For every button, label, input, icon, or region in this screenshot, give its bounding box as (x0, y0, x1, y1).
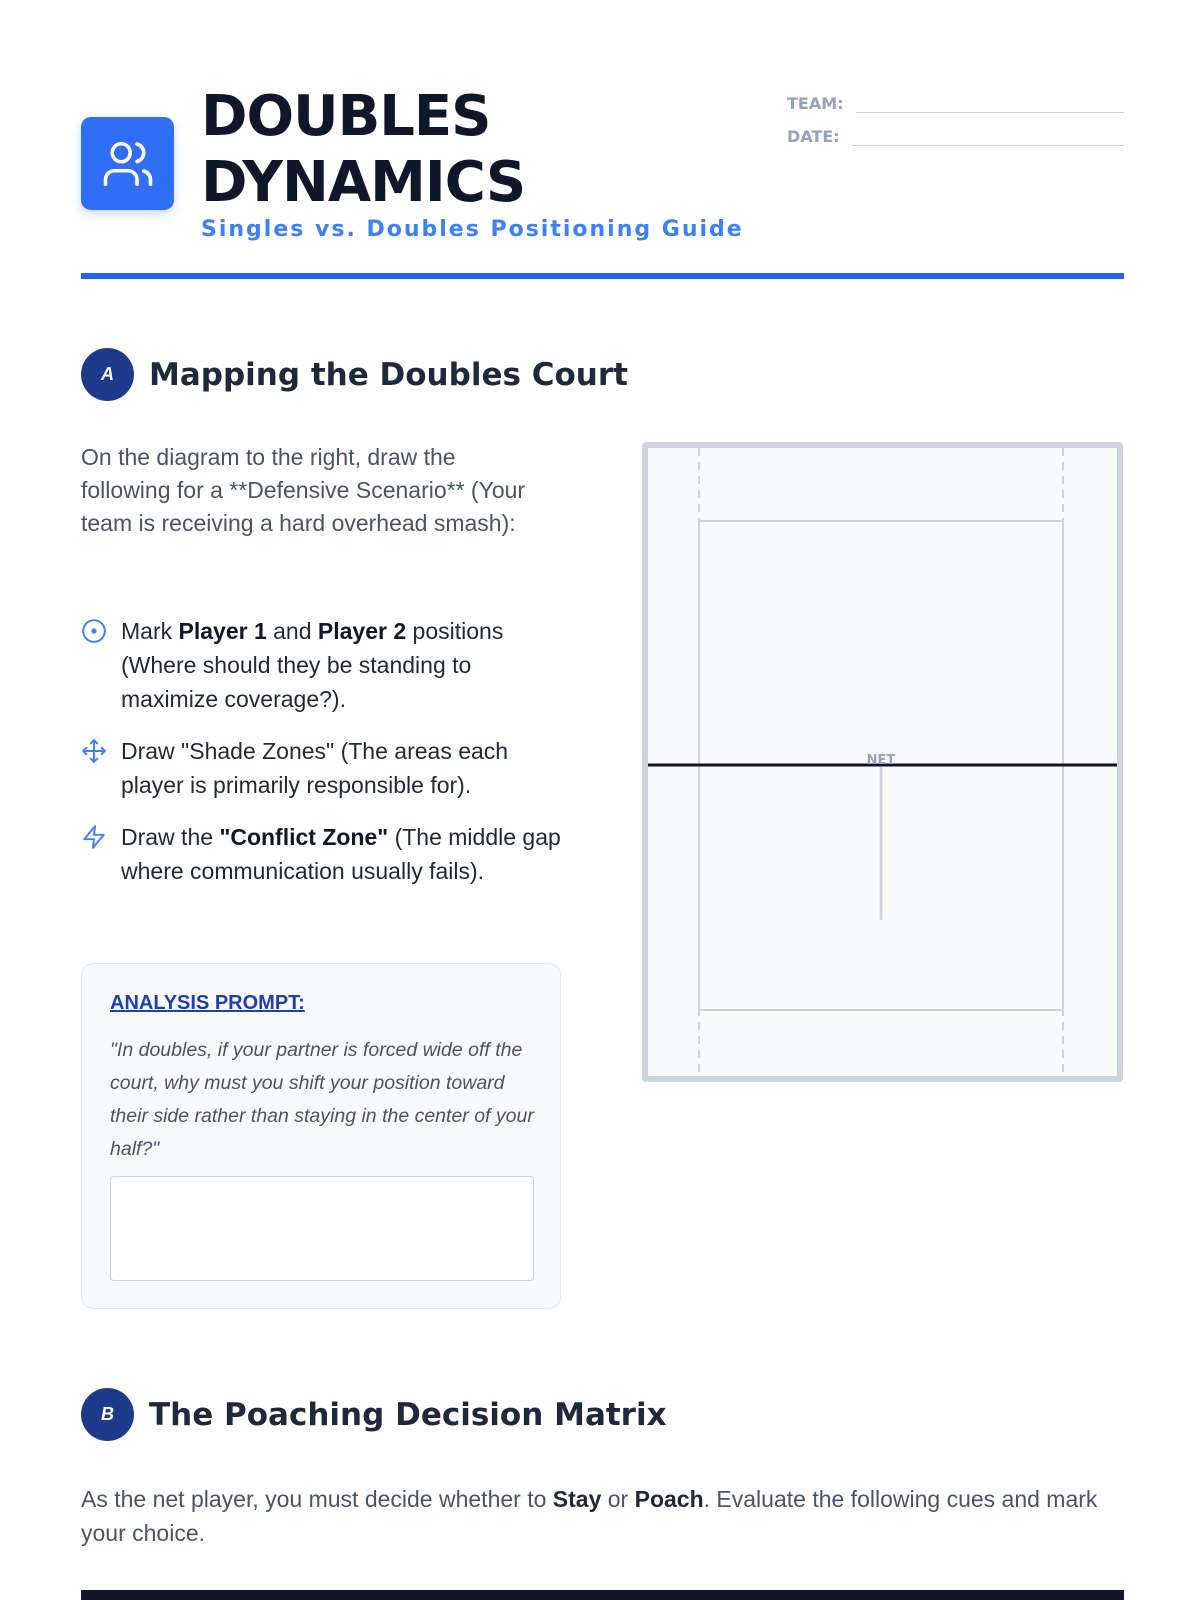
decision-matrix-table-header (81, 1590, 1124, 1600)
users-icon (101, 137, 155, 191)
page-subtitle: Singles vs. Doubles Positioning Guide (201, 217, 744, 242)
lightning-icon (81, 824, 107, 850)
logo (81, 117, 174, 210)
date-label: DATE: (787, 127, 840, 146)
meta-fields (787, 80, 1124, 146)
court-lines (648, 448, 1117, 1076)
move-arrows-icon (81, 738, 107, 764)
task-text: Draw "Shade Zones" (The areas each player is primarily responsible for). (121, 738, 509, 798)
section-b-badge: B (81, 1388, 134, 1441)
court-diagram[interactable] (642, 442, 1123, 1082)
section-b-intro: As the net player, you must decide whether to Stay or Poach. Evaluate the following cues and mark your choice. (81, 1486, 1098, 1546)
net-label: NET (866, 753, 896, 768)
task-item (81, 734, 561, 802)
section-b-heading (81, 1388, 667, 1441)
analysis-prompt-text: "In doubles, if your partner is forced wide off the court, why must you shift your position toward their side rather than staying in the center of your half?" (110, 1039, 534, 1160)
task-list (81, 614, 561, 906)
task-item (81, 614, 561, 716)
analysis-prompt-label: ANALYSIS PROMPT: (110, 992, 305, 1014)
page-title (201, 84, 525, 216)
section-a-title: Mapping the Doubles Court (149, 356, 628, 393)
section-a-badge: A (81, 348, 134, 401)
title-line-2: DYNAMICS (201, 150, 526, 215)
section-a-heading (81, 348, 628, 401)
team-label: TEAM: (787, 94, 844, 113)
analysis-answer-field[interactable] (110, 1176, 534, 1281)
team-row (787, 80, 1124, 113)
date-row (787, 113, 1124, 146)
section-a-intro: On the diagram to the right, draw the following for a **Defensive Scenario** (Your team is receiving a hard overhead smash): (81, 444, 526, 536)
title-line-1: DOUBLES (201, 84, 491, 149)
date-field[interactable] (852, 124, 1124, 146)
header-divider (81, 273, 1124, 279)
task-text: Draw the "Conflict Zone" (The middle gap where communication usually fails). (121, 824, 561, 884)
worksheet-header (81, 80, 1124, 280)
target-icon (81, 618, 107, 644)
section-b-title: The Poaching Decision Matrix (149, 1396, 667, 1433)
task-text: Mark Player 1 and Player 2 positions (Where should they be standing to maximize coverage?). (121, 618, 504, 712)
team-field[interactable] (856, 91, 1124, 113)
task-item (81, 820, 561, 888)
analysis-prompt-box (81, 963, 561, 1309)
